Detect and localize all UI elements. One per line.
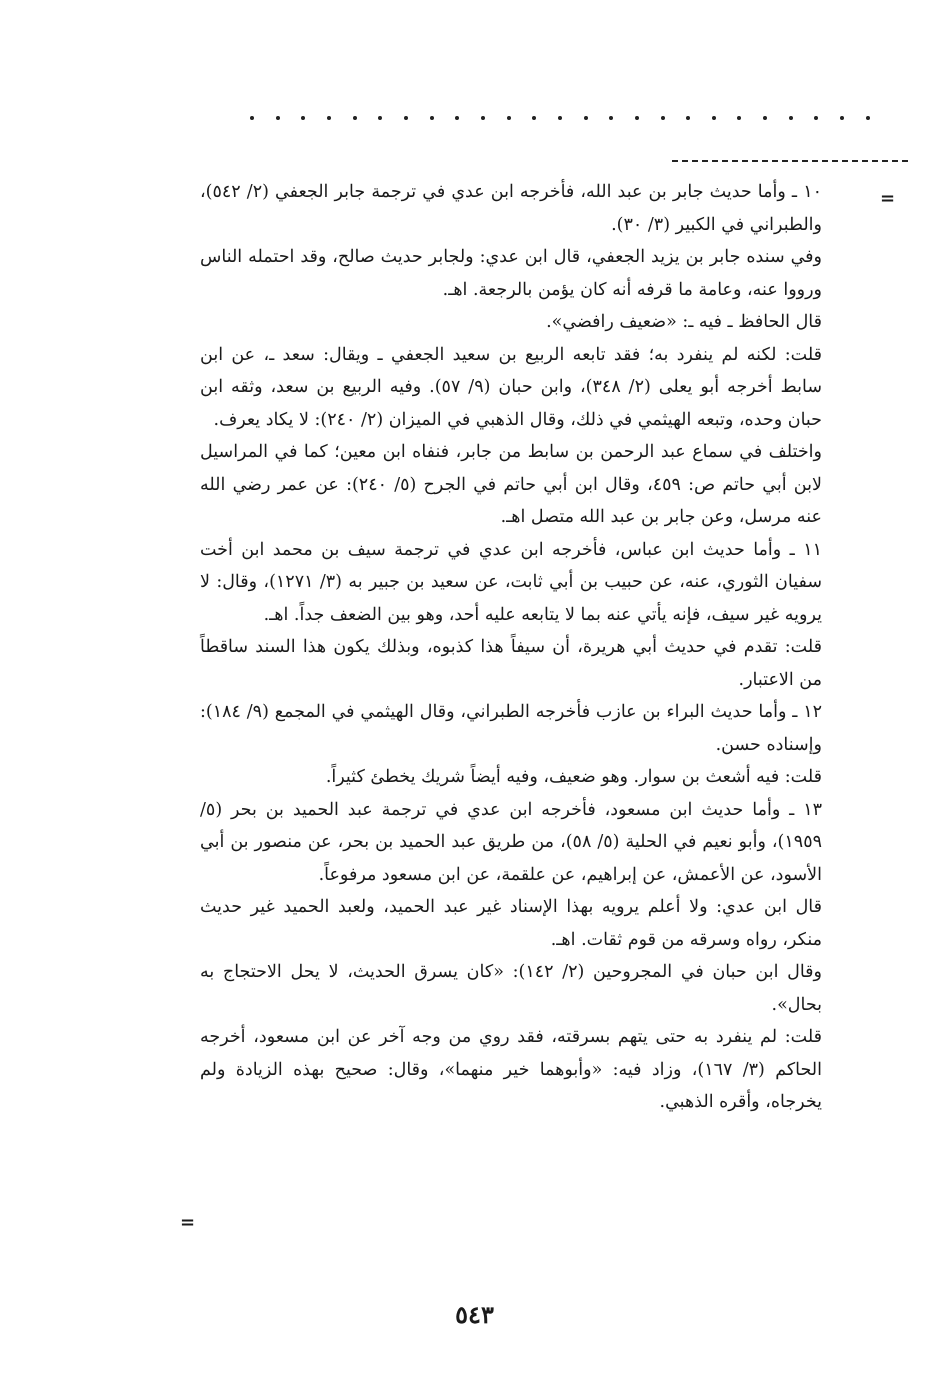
footnote-separator-rule: [672, 160, 908, 162]
paragraph: قلت: تقدم في حديث أبي هريرة، أن سيفاً هذا كذبوه، وبذلك يكون هذا السند ساقطاً من الاعتبار.: [200, 637, 822, 690]
continuation-mark-bottom: =: [180, 1212, 196, 1233]
page-number: ٥٤٣: [455, 1300, 494, 1329]
paragraph: قلت: لكنه لم ينفرد به؛ فقد تابعه الربيع بن سعيد الجعفي ـ ويقال: سعد ـ، عن ابن سابط أخرجه أبو يعلى (٢/ ٣٤٨)، وابن حبان (٩/ ٥٧). وفيه الربيع بن سعد، وثقه ابن حبان وحده، وتبعه الهيثمي في ذلك، وقال الذهبي في الميزان (٢/ ٢٤٠): لا يكاد يعرف.: [200, 344, 823, 430]
continuation-mark-top: =: [880, 188, 896, 209]
paragraph: واختلف في سماع عبد الرحمن بن سابط من جابر، فنفاه ابن معين؛ كما في المراسيل لابن أبي حاتم ص: ٤٥٩، وقال ابن أبي حاتم في الجرح (٥/ ٢٤٠): عن عمر رضي الله عنه مرسل، وعن جابر بن عبد الله متصل اهـ.: [200, 442, 822, 527]
paragraph: قال الحافظ ـ فيه ـ: «ضعيف رافضي».: [546, 312, 822, 332]
footnote-body: [200, 176, 822, 1119]
paragraph: ١١ ـ وأما حديث ابن عباس، فأخرجه ابن عدي في ترجمة سيف بن محمد ابن أخت سفيان الثوري، عنه، عن حبيب بن أبي ثابت، عن سعيد بن جبير به (٣/ ١٢٧١)، وقال: لا يرويه غير سيف، فإنه يأتي عنه بما لا يتابعه عليه أحد، وهو بين الضعف جداً. اهـ.: [200, 539, 823, 625]
paragraph: ١٣ ـ وأما حديث ابن مسعود، فأخرجه ابن عدي في ترجمة عبد الحميد بن بحر (٥/ ١٩٥٩)، وأبو نعيم في الحلية (٥/ ٥٨)، من طريق عبد الحميد بن بحر، عن منصور بن أبي الأسود، عن الأعمش، عن إبراهيم، عن علقمة، عن ابن مسعود مرفوعاً.: [200, 799, 822, 885]
paragraph: قال ابن عدي: ولا أعلم يرويه بهذا الإسناد غير عبد الحميد، ولعبد الحميد غير حديث منكر، رواه وسرقه من قوم ثقات. اهـ.: [200, 897, 822, 950]
paragraph: وفي سنده جابر بن يزيد الجعفي، قال ابن عدي: ولجابر حديث صالح، وقد احتمله الناس ورووا عنه، وعامة ما قرفه أنه كان يؤمن بالرجعة. اهـ.: [200, 247, 822, 300]
header-dot-ornament: [250, 116, 870, 120]
paragraph: قلت: لم ينفرد به حتى يتهم بسرقته، فقد روي من وجه آخر عن ابن مسعود، أخرجه الحاكم (٣/ ١٦٧)، وزاد فيه: «وأبوهما خير منهما»، وقال: صحيح بهذه الزيادة ولم يخرجاه، وأقره الذهبي.: [200, 1027, 822, 1112]
paragraph: وقال ابن حبان في المجروحين (٢/ ١٤٢): «كان يسرق الحديث، لا يحل الاحتجاج به بحال».: [200, 962, 822, 1015]
paragraph: ١٠ ـ وأما حديث جابر بن عبد الله، فأخرجه ابن عدي في ترجمة جابر الجعفي (٢/ ٥٤٢)، والطبراني في الكبير (٣/ ٣٠).: [200, 182, 822, 235]
paragraph: ١٢ ـ وأما حديث البراء بن عازب فأخرجه الطبراني، وقال الهيثمي في المجمع (٩/ ١٨٤): وإسناده حسن.: [200, 702, 822, 755]
paragraph: قلت: فيه أشعث بن سوار. وهو ضعيف، وفيه أيضاً شريك يخطئ كثيراً.: [325, 767, 822, 787]
